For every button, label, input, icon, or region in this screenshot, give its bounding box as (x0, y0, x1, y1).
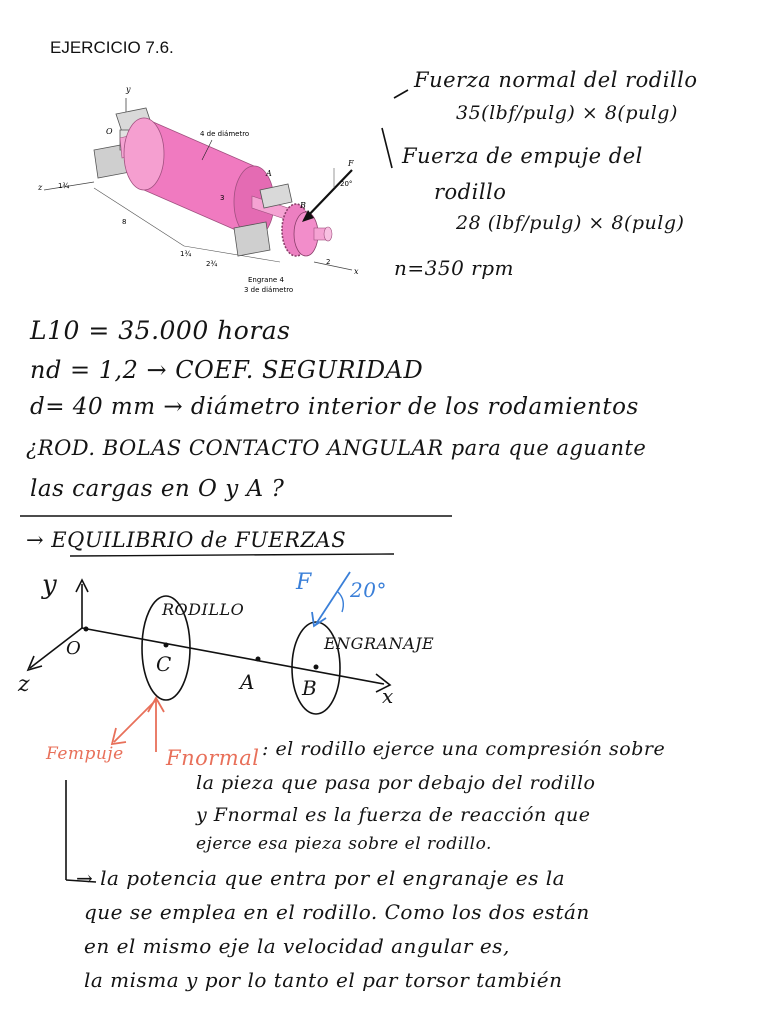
fig-label-a: A (266, 169, 272, 178)
sketch-force-f-arrow (316, 572, 350, 624)
fig-label-f: F (348, 159, 354, 168)
note-thrust-value: 28 (lbf/pulg) × 8(pulg) (456, 212, 685, 234)
fig-dim-1-3-4-left: 1¾ (58, 182, 70, 190)
sketch-label-x: x (382, 684, 394, 708)
fig-label-angle: 20° (340, 180, 353, 188)
fig-label-y: y (126, 85, 131, 94)
fig-dim-3: 3 (220, 194, 225, 202)
explanation-line-1: : el rodillo ejerce una compresión sobre (262, 738, 666, 760)
explanation-line-8: la misma y por lo tanto el par torsor también (84, 968, 563, 992)
sketch-label-normal: Fnormal (166, 746, 260, 770)
note-thrust-force: Fuerza de empuje del (402, 144, 643, 168)
given-bore: d= 40 mm → diámetro interior de los rodamientos (30, 394, 639, 420)
given-safety: nd = 1,2 → COEF. SEGURIDAD (30, 356, 424, 384)
sketch-label-angle: 20° (350, 578, 387, 602)
explanation-line-2: la pieza que pasa por debajo del rodillo (196, 772, 596, 794)
sketch-label-y: y (42, 570, 58, 600)
fig-label-z: z (38, 183, 43, 192)
fig-dim-8: 8 (122, 218, 127, 226)
fig-gear-label-2: 3 de diámetro (244, 286, 294, 294)
exercise-title: EJERCICIO 7.6. (50, 38, 174, 57)
sketch-label-c: C (156, 652, 172, 676)
explanation-line-5: → la potencia que entra por el engranaje es la (76, 866, 566, 890)
fig-dim-2-3-4: 2¾ (206, 260, 218, 268)
note-speed: n=350 rpm (394, 256, 514, 280)
fig-dim-1-3-4-bottom: 1¾ (180, 250, 192, 258)
fig-diameter-label: 4 de diámetro (200, 130, 250, 138)
sketch-label-b: B (302, 676, 318, 700)
explanation-line-6: que se emplea en el rodillo. Como los dos están (84, 900, 590, 924)
question-line-1: ¿ROD. BOLAS CONTACTO ANGULAR para que aguante (26, 436, 647, 460)
sketch-label-z: z (18, 672, 31, 697)
sketch-label-roller: RODILLO (162, 600, 245, 619)
note-thrust-force-2: rodillo (434, 180, 507, 204)
given-life: L10 = 35.000 horas (30, 316, 291, 345)
fig-gear-label-1: Engrane 4 (248, 276, 284, 284)
sketch-label-f: F (296, 570, 312, 595)
sketch-label-thrust: Fempuje (46, 744, 124, 764)
note-normal-force: Fuerza normal del rodillo (414, 68, 698, 92)
fig-dim-2: 2 (326, 258, 331, 266)
fig-label-o: O (106, 127, 113, 136)
explanation-line-3: y Fnormal es la fuerza de reacción que (196, 804, 591, 826)
sketch-thrust-arrow (114, 700, 156, 742)
fig-label-x: x (354, 267, 359, 276)
section-heading: → EQUILIBRIO de FUERZAS (26, 528, 347, 552)
sketch-label-o: O (66, 638, 82, 659)
question-line-2: las cargas en O y A ? (30, 476, 285, 502)
sketch-label-gear: ENGRANAJE (324, 634, 435, 653)
fig-label-b: B (300, 201, 306, 210)
explanation-line-7: en el mismo eje la velocidad angular es, (84, 934, 510, 958)
note-normal-value: 35(lbf/pulg) × 8(pulg) (456, 102, 678, 124)
sketch-label-a: A (240, 670, 255, 694)
explanation-line-4: ejerce esa pieza sobre el rodillo. (196, 834, 492, 854)
